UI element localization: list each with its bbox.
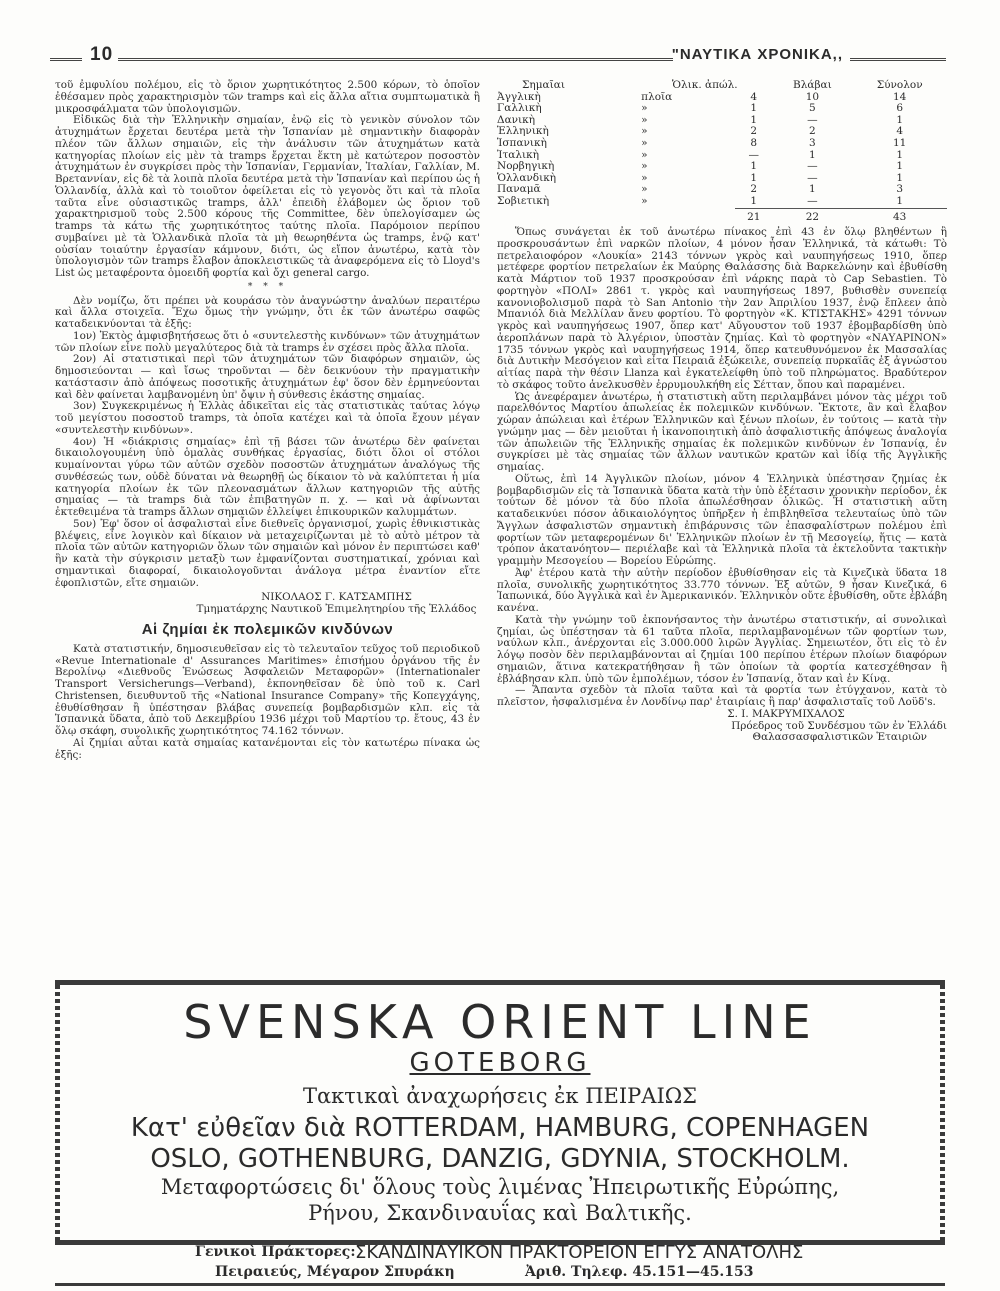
table-cell: Δανικὴ [497, 113, 536, 126]
ad-text: Ρήνου, Σκανδιναυΐας καὶ Βαλτικῆς. [308, 1201, 692, 1225]
table-cell: Ἑλληνικὴ [497, 125, 549, 138]
table-totals-row [497, 208, 947, 223]
paragraph: Ὅπως συνάγεται ἐκ τοῦ ἀνωτέρω πίνακος ἐπὶ 43 ἐν ὅλῳ βληθέντων ἢ προσκρουσάντων ἐπὶ ναρκῶν πλοίων, 4 μόνον ἦσαν Ἑλληνικά, τὰ κάτωθι: Τὸ πετρελαιοφόρον «Λουκία» 2143 τόννων γκρὸς καὶ ναυπηγήσεως 1910, ὅπερ μετέφερε φορτίον πετρελαίων ἐκ Μαύρης Θαλάσσης διὰ Βαρκελώνην καὶ ἐβυθίσθη κατὰ Μάρτιον τοῦ 1937 προσκρούσαν ἐπὶ νάρκης παρὰ τὸ Cap Sebastien. Τὸ φορτηγὸν «ΠΟΛΙ» 2861 τ. γκρὸς καὶ ναυπηγήσεως 1897, βυθισθὲν συνεπείᾳ κανονιοβολισμοῦ παρὰ τὸ San Antonio τὴν 2αν Ἀπριλίου 1937, ἐνῷ ἔπλεεν ἀπὸ Μπανιόλ διὰ Μελλίλαν ἄνευ φορτίου. Τὸ φορτηγὸν «Κ. ΚΤΙΣΤΑΚΗΣ» 4291 τόννων γκρὸς καὶ ναυπηγήσεως 1907, ὅπερ κατ' Αὔγουστον τοῦ 1937 ἐβομβαρδίσθη ὑπὸ ἀεροπλάνων παρὰ τὸ Ἀλγέριον, ὑποστὰν ζημίας. Καὶ τὸ φορτηγὸν «ΝΑΥΑΡΙΝΟΝ» 1735 τόννων γκρὸς καὶ ναυπηγήσεως 1914, ὅπερ κατευθυνόμενον ἐκ Μασσαλίας διὰ Δυτικὴν Μεσόγειον καὶ εἶτα Πειραιᾶ ἐξώκειλε, συνεπείᾳ πυρκαϊᾶς ἐξ ἀγνώστου αἰτίας παρὰ τὴν θέσιν Llanza καὶ ἐγκατελείφθη ὑπὸ τοῦ πληρώματος. Βραδύτερον τὸ σκάφος τοῦτο ἀνελκυσθὲν ἐρρυμουλκήθη εἰς Σέτταν, ὅπου καὶ παραμένει. [497, 226, 947, 391]
ad-company-name: SVENSKA ORIENT LINE [183, 995, 817, 1049]
table-cell: Ἱσπανικὴ [497, 136, 547, 149]
table-cell: » [641, 160, 648, 173]
table-row [497, 126, 947, 138]
table-cell: » [641, 136, 648, 149]
table-total-cell: 21 [735, 208, 772, 223]
table-cell: Γαλλικὴ [497, 102, 542, 115]
author-name: ΝΙΚΟΛΑΟΣ Γ. ΚΑΤΣΑΜΠΗΣ [261, 591, 412, 604]
ad-agents [55, 1240, 945, 1280]
ad-phone: Ἀριθ. Τηλεφ. 45.151—45.153 [525, 1264, 754, 1280]
table-row [497, 138, 947, 150]
publication-title: "ΝΑΥΤΙΚΑ ΧΡΟΝΙΚΑ,, [671, 46, 843, 63]
table-cell: 1 [750, 194, 758, 207]
table-cell: » [641, 113, 648, 126]
table-cell: — [748, 148, 760, 161]
list-item: 5ον) Ἐφ' ὅσον οἱ ἀσφαλισταὶ εἶνε διεθνεῖς ὀργανισμοί, χωρὶς ἐθνικιστικὰς βλέψεις, εἶνε λογικὸν καὶ δίκαιον νὰ μεταχειρίζωνται μὲ τὸ αὐτὸ μέτρον τὰ πλοῖα τῶν αὐτῶν κατηγοριῶν ὅλων τῶν σημαιῶν καὶ μόνον ἐν περιπτώσει καθ' ἣν κατὰ τὴν σύγκρισιν μεταξὺ των ἐμφανίζονται συστηματικαί, χρόνιαι καὶ σημαντικαὶ διαφοραί, δικαιολογοῦνται ἀνάλογα μέτρα ἐναντίον εἴτε ἐφοπλιστῶν, εἴτε σημαιῶν. [55, 517, 480, 589]
table-header: Σύνολον [876, 79, 923, 91]
paragraph: τοῦ ἐμφυλίου πολέμου, εἰς τὸ ὅριον χωρητικότητος 2.500 κόρων, τὸ ὁποῖον ἐθέσαμεν πρὸς χαρακτηρισμὸν τῶν tramps καὶ εἰς ἄλλα αἴτια συμπτωματικὰ ἢ μικροσφάλματα τῶν ὑπολογισμῶν. [55, 79, 480, 115]
ad-address: Πειραιεύς, Μέγαρον Σπυράκη [215, 1264, 455, 1280]
table-cell [637, 208, 735, 223]
table-cell: Ἀγγλικὴ [497, 90, 541, 103]
table-cell: » [641, 195, 648, 208]
table-cell: — [807, 113, 818, 126]
table-cell: 1 [896, 194, 904, 207]
article-heading: Αἱ ζημίαι ἐκ πολεμικῶν κινδύνων [141, 620, 394, 638]
table-cell: 2 [750, 183, 758, 196]
paragraph: Ἀφ' ἑτέρου κατὰ τὴν αὐτὴν περίοδον ἐβυθίσθησαν εἰς τὰ Κινεζικὰ ὕδατα 18 πλοῖα, συνολικῆς χωρητικότητος 33.770 τόννων. Ἐξ αὐτῶν, 9 ἦσαν Κινεζικά, 6 Ἰαπωνικά, δύο Ἀγγλικὰ καὶ ἐν Ἀμερικανικόν. Ἑλληνικὸν οὔτε ἐβυθίσθη, οὔτε ἐβλάβη κανένα. [497, 566, 947, 615]
table-total-cell: 22 [772, 208, 852, 223]
table-cell: 5 [809, 102, 816, 115]
table-cell: — [807, 160, 818, 173]
table-header: Βλάβαι [793, 79, 832, 91]
table-cell: 10 [805, 90, 820, 103]
table-cell [497, 208, 637, 223]
page-number: 10 [90, 44, 114, 65]
ad-ports: Κατ' εὐθεῖαν διὰ ROTTERDAM, HAMBURG, COPENHAGEN [130, 1113, 870, 1143]
author-title: Θαλασσασφαλιστικῶν Ἑταιριῶν [752, 731, 927, 744]
list-item: 1ον) Ἐκτὸς ἀμφισβητήσεως ὅτι ὁ «συντελεστὴς κινδύνων» τῶν ἀτυχημάτων τῶν πλοίων εἶνε πολὺ μεγαλύτερος διὰ τὰ tramps ἐν σχέσει πρὸς ἄλλα πλοῖα. [55, 329, 480, 354]
table-cell: 1 [896, 113, 904, 126]
paragraph: Δὲν νομίζω, ὅτι πρέπει νὰ κουράσω τὸν ἀναγνώστην ἀναλύων περαιτέρω καὶ ἄλλα στοιχεῖα. Ἔχω ὅμως τὴν γνώμην, ὅτι ἐκ τῶν ἀνωτέρω σαφῶς καταδεικνύονται τὰ ἑξῆς: [55, 294, 480, 330]
advertisement-box [55, 980, 945, 1245]
losses-by-flag-table [497, 80, 947, 223]
ad-agents-label: Γενικοὶ Πράκτορες: [195, 1244, 356, 1260]
left-column [55, 80, 480, 972]
table-header: Ὁλικ. ἀπώλ. [672, 79, 738, 91]
table-cell: Ὁλλανδικὴ [497, 171, 557, 184]
table-cell: 6 [896, 102, 904, 115]
bottom-rule [55, 1283, 945, 1286]
table-cell: — [807, 194, 818, 207]
table-row [497, 150, 947, 162]
table-cell: Παναμᾶ [497, 183, 541, 196]
ad-city: GOTEBORG [409, 1048, 591, 1078]
table-total-cell: 43 [852, 208, 947, 223]
table-row [497, 103, 947, 115]
table-cell: 14 [892, 90, 907, 103]
paragraph: — Ἅπαντα σχεδὸν τὰ πλοῖα ταῦτα καὶ τὰ φορτία των ἐτύγχανον, κατὰ τὸ πλεῖστον, ἠσφαλισμένα ἐν Λονδίνῳ παρ' ἑταιρίαις ἢ παρ' ἀσφαλισταῖς τοῦ Λοϋδ's. [497, 684, 947, 709]
paragraph: Εἰδικῶς διὰ τὴν Ἑλληνικὴν σημαίαν, ἐνῷ εἰς τὸ γενικὸν σύνολον τῶν ἀτυχημάτων ἔρχεται δευτέρα μετὰ τὴν Ἱσπανίαν μὲ σημαντικὴν διαφορὰν πλέον τῶν ἄλλων σημαιῶν, εἰς τὴν ἀνάλυσιν τῶν ἀτυχημάτων κατὰ κατηγορίας πλοίων εἰς μὲν τὰ tramps ἔρχεται ἕκτη μὲ κατώτερον ποσοστὸν ἀτυχημάτων ἐν συγκρίσει πρὸς τὴν Ἱσπανίαν, Γερμανίαν, Ἰταλίαν, Γαλλίαν, Μ. Βρεταννίαν, εἰς δὲ τὰ λοιπὰ πλοῖα δευτέρα μετὰ τὴν Ἱσπανίαν καὶ περίπου ὡς ἡ Ὁλλανδία, ἀλλὰ καὶ τὸ τοιοῦτον ὀφείλεται εἰς τὸ γεγονὸς ὅτι καὶ τὰ πλοῖα ταῦτα εἶνε οὐσιαστικῶς tramps, ἀλλ' ἐπειδὴ ἐλάβομεν ὡς ὅριον τοῦ χαρακτηρισμοῦ τοὺς 2.500 κόρους τῆς Committee, δὲν ὑπελογίσαμεν ὡς tramps τὰ κάτω τῆς χωρητικότητος ταύτης πλοῖα. Παρόμοιον περίπου συμβαίνει μὲ τὰ Ὁλλανδικὰ πλοῖα τὰ μὴ θεωρηθέντα ὡς tramps, ἐνῷ κατ' οὐσίαν τοιαύτην ἐργασίαν κάμνουν, διότι, ὡς εἴπον ἀνωτέρω, κατὰ τὸν ὑπολογισμὸν τῶν tramps ἔλαβον ἀποκλειστικῶς τὰ ἀναφερόμενα εἰς τὸ Lloyd's List ὡς μεταφέροντα ὁμοειδῆ φορτία καὶ ὄχι general cargo. [55, 114, 480, 279]
right-column [497, 80, 947, 972]
author-name: Σ. Ι. ΜΑΚΡΥΜΙΧΑΛΟΣ [727, 707, 845, 720]
author-title: Πρόεδρος τοῦ Συνδέσμου τῶν ἐν Ἑλλάδι [731, 719, 947, 732]
table-cell: πλοῖα [641, 90, 673, 103]
table-cell: 1 [896, 171, 904, 184]
table-row [497, 115, 947, 127]
table-cell: 4 [750, 90, 758, 103]
table-row [497, 196, 947, 208]
paragraph: Αἱ ζημίαι αὗται κατὰ σημαίας κατανέμονται εἰς τὸν κατωτέρω πίνακα ὡς ἑξῆς: [55, 736, 480, 761]
table-cell: » [641, 171, 648, 184]
ad-ports: OSLO, GOTHENBURG, DANZIG, GDYNIA, STOCKHOLM. [150, 1144, 850, 1174]
table-cell: Νορβηγικὴ [497, 160, 555, 173]
table-cell: Σοβιετικὴ [497, 195, 550, 208]
list-item: 3ον) Συγκεκριμένως ἡ Ἑλλὰς ἀδικεῖται εἰς τὰς στατιστικὰς ταύτας λόγῳ τοῦ μεγίστου ποσοστοῦ tramps, τὰ ὁποῖα κατέχει καὶ τὰ ὁποῖα ἔχουν μέγαν «συντελεστὴν κινδύνων». [55, 400, 480, 436]
table-row [497, 92, 947, 104]
table-cell: » [641, 102, 648, 115]
table-cell: 11 [892, 136, 907, 149]
table-cell: — [807, 171, 818, 184]
section-divider: * * * [247, 281, 288, 292]
table-cell: 1 [750, 171, 758, 184]
table-cell: Ἰταλικὴ [497, 148, 539, 161]
table-cell: » [641, 148, 648, 161]
table-row [497, 173, 947, 185]
ad-agents-name: ΣΚΑΝΔΙΝΑΥΙΚΟΝ ΠΡΑΚΤΟΡΕΙΟΝ ΕΓΓΥΣ ΑΝΑΤΟΛΗΣ [355, 1242, 804, 1263]
table-header-row [497, 80, 947, 92]
paragraph: Κατὰ τὴν γνώμην τοῦ ἐκπονήσαντος τὴν ἀνωτέρω στατιστικήν, αἱ συνολικαὶ ζημίαι, ὡς ὑπέστησαν τὰ 61 ταῦτα πλοῖα, περιλαμβανομένων τῶν φορτίων των, ναύλων κλπ., ἀνέρχονται εἰς 3.000.000 λιρῶν Ἀγγλίας. Σημειωτέον, ὅτι εἰς τὸ ἐν λόγῳ ποσὸν δὲν περιλαμβάνονται αἱ ζημίαι 100 περίπου ἑτέρων πλοίων διαφόρων σημαιῶν, ἅτινα κατεκρατήθησαν ἢ τῶν ὁποίων τὰ φορτία κατεσχέθησαν ἢ ἐβλάβησαν κλπ. ὑπὸ τῶν ἐμπολέμων, τόσον ἐν Ἱσπανίᾳ, ὅταν καὶ ἐν Κίνᾳ. [497, 613, 947, 685]
paragraph: Οὕτως, ἐπὶ 14 Ἀγγλικῶν πλοίων, μόνον 4 Ἑλληνικὰ ὑπέστησαν ζημίας ἐκ βομβαρδισμῶν εἰς τὰ Ἱσπανικὰ ὕδατα κατὰ τὴν ὑπὸ ἐξέτασιν χρονικὴν περίοδον, ἐκ τούτων δὲ μόνον τὰ δύο πλοῖα ἀπωλέσθησαν ὁλικῶς. Ἡ στατιστικὴ αὕτη καταδεικνύει πόσον ἀδικαιολόγητος ὑπῆρξεν ἡ ἐπιβληθεῖσα τελευταίως ὑπὸ τῶν Ἄγγλων ἀσφαλιστῶν σημαντικὴ ἐπιβάρυνσις τῶν ἐπασφαλίστρων πολέμου ἐπὶ φορτίων τῶν μεταφερομένων δι' Ἑλληνικῶν πλοίων ἐν τῇ Μεσογείῳ, ἥτις — κατὰ τρόπον ἀκατανόητον— περιέλαβε καὶ τὰ Ἑλληνικὰ πλοῖα τὰ ἐκτελοῦντα τακτικὴν γραμμὴν Μεσογείου — Βορείου Εὐρώπης. [497, 472, 947, 568]
list-item: 2ον) Αἱ στατιστικαὶ περὶ τῶν ἀτυχημάτων τῶν διαφόρων σημαιῶν, ὡς δημοσιεύονται — καὶ ἴσως τηροῦνται — δὲν δεικνύουν τὴν πραγματικὴν κατάστασιν ἀπὸ ἀπόψεως ποσοτικῆς ἀτυχημάτων ἐφ' ὅσον δὲν ἑρμηνεύονται καὶ δὲν φαίνεται λαμβανομένη ὑπ' ὄψιν ἡ σύνθεσις ἑκάστης σημαίας. [55, 353, 480, 401]
page-header [50, 44, 948, 68]
author-title: Τμηματάρχης Ναυτικοῦ Ἐπιμελητηρίου τῆς Ἑλλάδος [196, 603, 477, 615]
table-cell: 2 [750, 125, 758, 138]
table-header: Σημαῖαι [522, 79, 565, 91]
table-cell: 1 [896, 148, 904, 161]
list-item: 4ον) Ἡ «διάκρισις σημαίας» ἐπὶ τῇ βάσει τῶν ἀνωτέρω δὲν φαίνεται δικαιολογουμένη ὑπὸ ὁμαλὰς συνθήκας ἐργασίας, διότι ὅλοι οἱ στόλοι κυμαίνονται γύρω τῶν αὐτῶν σχεδὸν ποσοστῶν ἀτυχημάτων ἀναλόγως τῆς συνθέσεώς των, οὐδὲ δύναται νὰ θεωρηθῇ ὡς δίκαιον τὸ νὰ καλύπτεται ἡ μία κατηγορία πλοίων ἐκ τῶν πλεονασμάτων ἄλλων κατηγοριῶν τῆς αὐτῆς σημαίας — τὰ tramps διὰ τῶν ἐπιβατηγῶν π. χ. — καὶ νὰ ἀφίνωνται ἐκτεθειμένα τὰ tramps ἄλλων σημαιῶν ἐλλείψει ἐπικουρικῶν καλυμμάτων. [55, 435, 480, 518]
table-cell: 1 [750, 102, 758, 115]
table-cell: 1 [809, 183, 816, 196]
table-row [497, 184, 947, 196]
paragraph: Κατὰ στατιστικήν, δημοσιευθεῖσαν εἰς τὸ τελευταῖον τεῦχος τοῦ περιοδικοῦ «Revue Internationale d' Assurances Maritimes» ἐπισήμου ὀργάνου τῆς ἐν Βερολίνῳ «Διεθνοῦς Ἑνώσεως Ἀσφαλειῶν Μεταφορῶν» (Internationaler Transport Versicherungs—Verband), ἐκπονηθεῖσαν δὲ ὑπὸ τοῦ κ. Carl Christensen, διευθυντοῦ τῆς «National Insurance Company» τῆς Κοπεγχάγης, ἐθυθίσθησαν ἢ ὑπέστησαν βλάβας συνεπείᾳ βομβαρδισμῶν κλπ. εἰς τὰ Ἱσπανικὰ ὕδατα, ἀπὸ τοῦ Δεκεμβρίου 1936 μέχρι τοῦ Μαρτίου τρ. ἔτους, 43 ἐν ὅλῳ σκάφη, συνολικῆς χωρητικότητος 74.162 τόννων. [55, 642, 480, 737]
ad-text: Τακτικαὶ ἀναχωρήσεις ἐκ ΠΕΙΡΑΙΩΣ [302, 1084, 698, 1108]
table-row [497, 161, 947, 173]
table-cell: 1 [809, 148, 816, 161]
table-cell: 4 [896, 125, 904, 138]
table-cell: 2 [809, 125, 816, 138]
table-cell: 1 [750, 113, 758, 126]
table-cell: » [641, 183, 648, 196]
paragraph: Ὡς ἀνεφέραμεν ἀνωτέρω, ἡ στατιστικὴ αὕτη περιλαμβάνει μόνον τὰς μέχρι τοῦ παρελθόντος Μαρτίου ἀπωλείας ἐκ πολεμικῶν κινδύνων. Ἔκτοτε, ἂν καὶ ἔλαβον χώραν ἀπώλειαι καὶ ἑτέρων Ἑλληνικῶν καὶ ξένων πλοίων, ἐν τούτοις — κατὰ τὴν γνώμην μας — δὲν μειοῦται ἡ ἱκανοποιητικὴ ἀπὸ ἀσφαλιστικῆς ἀπόψεως ἀναλογία τῶν ἀπωλειῶν τῆς Ἑλληνικῆς σημαίας ἐκ πολεμικῶν κινδύνων ἐν Ἱσπανίᾳ, ἐν συγκρίσει μὲ τὰς σημαίας τῶν ἄλλων ναυτικῶν κρατῶν καὶ ἰδίᾳ τῆς Ἀγγλικῆς σημαίας. [497, 390, 947, 474]
table-cell: 1 [896, 160, 904, 173]
table-cell: » [641, 125, 648, 138]
table-cell: 8 [750, 136, 758, 149]
table-cell: 1 [750, 160, 758, 173]
table-cell: 3 [896, 183, 904, 196]
table-cell: 3 [809, 136, 816, 149]
ad-text: Μεταφορτώσεις δι' ὅλους τοὺς λιμένας Ἠπειρωτικῆς Εὐρώπης, [160, 1175, 840, 1199]
